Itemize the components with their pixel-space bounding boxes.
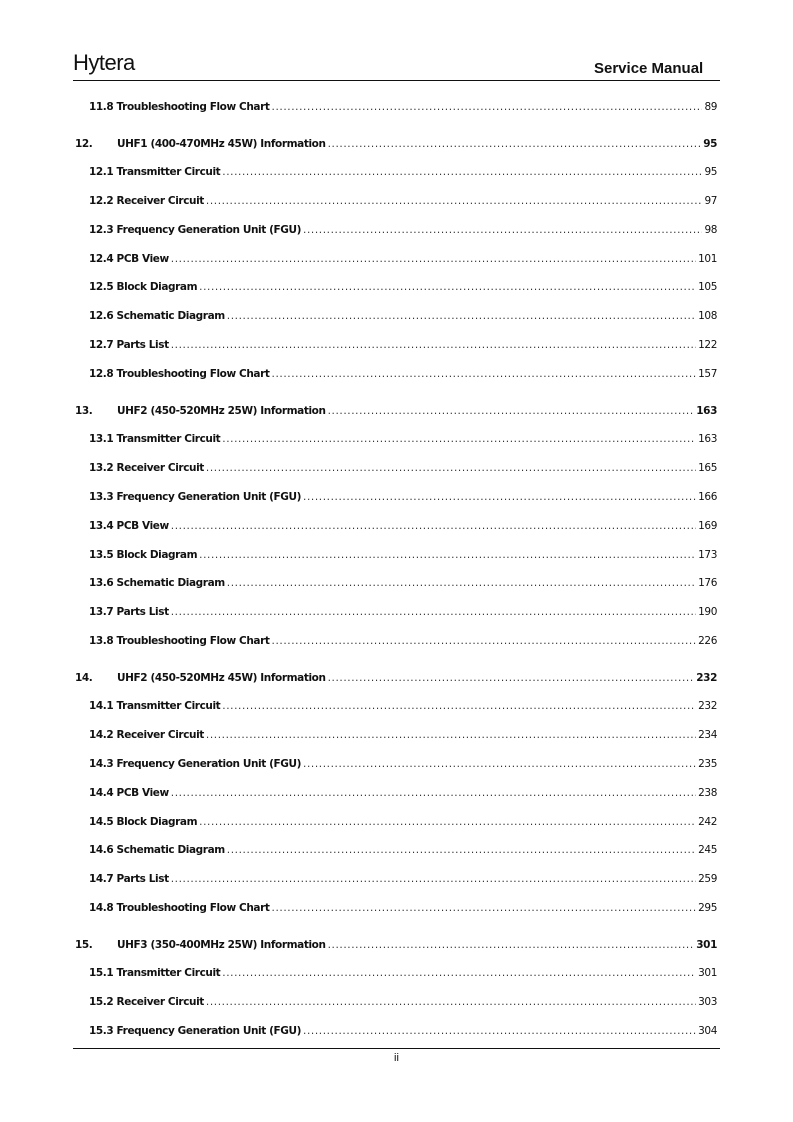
toc-entry-title: UHF2 (450-520MHz 45W) Information xyxy=(117,672,326,684)
toc-chapter-number: 12. xyxy=(75,138,93,150)
toc-section-entry[interactable] xyxy=(75,844,717,860)
toc-chapter-entry[interactable] xyxy=(75,939,717,955)
toc-section-entry[interactable] xyxy=(75,166,717,182)
document-title: Service Manual xyxy=(594,60,704,77)
page-number: ii xyxy=(394,1052,399,1064)
toc-dot-leader xyxy=(171,873,696,885)
toc-section-entry[interactable] xyxy=(75,996,717,1012)
toc-entry-title: 13.8 Troubleshooting Flow Chart xyxy=(89,635,270,647)
toc-dot-leader xyxy=(199,549,696,561)
toc-section-entry[interactable] xyxy=(75,433,717,449)
toc-entry-title: 12.3 Frequency Generation Unit (FGU) xyxy=(89,224,302,236)
toc-entry-title: 12.1 Transmitter Circuit xyxy=(89,166,221,178)
toc-section-entry[interactable] xyxy=(75,195,717,211)
toc-entry-title: 13.1 Transmitter Circuit xyxy=(89,433,221,445)
toc-entry-title: 13.5 Block Diagram xyxy=(89,549,198,561)
toc-chapter-number: 13. xyxy=(75,405,93,417)
toc-page-number: 95 xyxy=(704,166,717,178)
toc-entry-title: 15.2 Receiver Circuit xyxy=(89,996,204,1008)
toc-page-number: 105 xyxy=(698,281,717,293)
toc-dot-leader xyxy=(227,310,696,322)
toc-entry-title: 14.2 Receiver Circuit xyxy=(89,729,204,741)
toc-chapter-entry[interactable] xyxy=(75,405,717,421)
toc-dot-leader xyxy=(328,405,695,417)
toc-dot-leader xyxy=(227,577,696,589)
toc-entry-title: 12.2 Receiver Circuit xyxy=(89,195,204,207)
footer-divider xyxy=(73,1048,720,1049)
toc-page-number: 234 xyxy=(698,729,717,741)
toc-page-number: 238 xyxy=(698,787,717,799)
toc-entry-title: 15.3 Frequency Generation Unit (FGU) xyxy=(89,1025,302,1037)
toc-section-entry[interactable] xyxy=(75,758,717,774)
toc-entry-title: UHF1 (400-470MHz 45W) Information xyxy=(117,138,326,150)
toc-entry-title: 13.7 Parts List xyxy=(89,606,169,618)
toc-dot-leader xyxy=(303,491,696,503)
toc-page-number: 190 xyxy=(698,606,717,618)
toc-page-number: 176 xyxy=(698,577,717,589)
toc-entry-title: 13.6 Schematic Diagram xyxy=(89,577,225,589)
toc-page-number: 166 xyxy=(698,491,717,503)
toc-dot-leader xyxy=(303,224,702,236)
toc-page-number: 173 xyxy=(698,549,717,561)
toc-dot-leader xyxy=(272,902,697,914)
toc-entry-title: 12.4 PCB View xyxy=(89,253,169,265)
toc-entry-title: UHF3 (350-400MHz 25W) Information xyxy=(117,939,326,951)
toc-dot-leader xyxy=(171,253,696,265)
toc-dot-leader xyxy=(222,433,696,445)
toc-dot-leader xyxy=(222,700,696,712)
brand-logo: Hytera xyxy=(73,50,135,75)
toc-dot-leader xyxy=(171,606,696,618)
toc-section-entry[interactable] xyxy=(75,368,717,384)
toc-chapter-number: 14. xyxy=(75,672,93,684)
toc-dot-leader xyxy=(272,368,697,380)
toc-section-entry[interactable] xyxy=(75,967,717,983)
toc-section-entry[interactable] xyxy=(75,873,717,889)
toc-section-entry[interactable] xyxy=(75,339,717,355)
toc-dot-leader xyxy=(328,138,702,150)
toc-entry-title: 14.3 Frequency Generation Unit (FGU) xyxy=(89,758,302,770)
toc-dot-leader xyxy=(206,462,696,474)
toc-entry-title: 12.8 Troubleshooting Flow Chart xyxy=(89,368,270,380)
toc-entry-title: 14.4 PCB View xyxy=(89,787,169,799)
toc-page-number: 95 xyxy=(703,138,717,150)
toc-dot-leader xyxy=(272,635,697,647)
toc-page-number: 301 xyxy=(696,939,717,951)
toc-section-entry[interactable] xyxy=(75,462,717,478)
toc-entry-title: 11.8 Troubleshooting Flow Chart xyxy=(89,101,270,113)
toc-entry-title: 14.6 Schematic Diagram xyxy=(89,844,225,856)
toc-entry-title: 13.4 PCB View xyxy=(89,520,169,532)
toc-section-entry[interactable] xyxy=(75,577,717,593)
toc-dot-leader xyxy=(222,166,702,178)
toc-dot-leader xyxy=(199,281,696,293)
toc-page-number: 242 xyxy=(698,816,717,828)
toc-entry-title: 13.3 Frequency Generation Unit (FGU) xyxy=(89,491,302,503)
toc-dot-leader xyxy=(222,967,696,979)
toc-page-number: 122 xyxy=(698,339,717,351)
toc-page-number: 303 xyxy=(698,996,717,1008)
toc-dot-leader xyxy=(328,939,695,951)
toc-section-entry[interactable] xyxy=(75,549,717,565)
toc-dot-leader xyxy=(303,758,696,770)
toc-page-number: 226 xyxy=(698,635,717,647)
toc-entry-title: 12.5 Block Diagram xyxy=(89,281,198,293)
toc-entry-title: 12.7 Parts List xyxy=(89,339,169,351)
toc-entry-title: 14.7 Parts List xyxy=(89,873,169,885)
toc-section-entry[interactable] xyxy=(75,902,717,918)
toc-section-entry[interactable] xyxy=(75,224,717,240)
toc-page-number: 163 xyxy=(698,433,717,445)
toc-section-entry[interactable] xyxy=(75,520,717,536)
toc-dot-leader xyxy=(206,195,703,207)
toc-page-number: 89 xyxy=(704,101,717,113)
toc-dot-leader xyxy=(206,996,696,1008)
toc-page-number: 245 xyxy=(698,844,717,856)
toc-section-entry[interactable] xyxy=(75,253,717,269)
toc-dot-leader xyxy=(303,1025,696,1037)
toc-section-entry[interactable] xyxy=(75,729,717,745)
toc-dot-leader xyxy=(227,844,696,856)
toc-page-number: 304 xyxy=(698,1025,717,1037)
toc-page-number: 235 xyxy=(698,758,717,770)
toc-dot-leader xyxy=(199,816,696,828)
toc-chapter-entry[interactable] xyxy=(75,672,717,688)
toc-page-number: 169 xyxy=(698,520,717,532)
header-divider xyxy=(73,80,720,81)
toc-section-entry[interactable] xyxy=(75,491,717,507)
toc-page-number: 163 xyxy=(696,405,717,417)
toc-entry-title: 12.6 Schematic Diagram xyxy=(89,310,225,322)
toc-dot-leader xyxy=(171,787,696,799)
toc-page-number: 108 xyxy=(698,310,717,322)
toc-section-entry[interactable] xyxy=(75,787,717,803)
toc-dot-leader xyxy=(272,101,703,113)
toc-page-number: 101 xyxy=(698,253,717,265)
toc-page-number: 259 xyxy=(698,873,717,885)
toc-entry-title: UHF2 (450-520MHz 25W) Information xyxy=(117,405,326,417)
toc-page-number: 301 xyxy=(698,967,717,979)
toc-page-number: 232 xyxy=(696,672,717,684)
toc-entry-title: 15.1 Transmitter Circuit xyxy=(89,967,221,979)
toc-dot-leader xyxy=(328,672,695,684)
toc-entry-title: 14.5 Block Diagram xyxy=(89,816,198,828)
toc-section-entry[interactable] xyxy=(75,1025,717,1041)
toc-dot-leader xyxy=(171,339,696,351)
toc-entry-title: 14.8 Troubleshooting Flow Chart xyxy=(89,902,270,914)
toc-section-entry[interactable] xyxy=(75,700,717,716)
toc-dot-leader xyxy=(171,520,696,532)
toc-section-entry[interactable] xyxy=(75,101,717,117)
toc-section-entry[interactable] xyxy=(75,606,717,622)
toc-page-number: 98 xyxy=(704,224,717,236)
toc-section-entry[interactable] xyxy=(75,310,717,326)
toc-page-number: 232 xyxy=(698,700,717,712)
toc-page-number: 165 xyxy=(698,462,717,474)
toc-entry-title: 13.2 Receiver Circuit xyxy=(89,462,204,474)
toc-section-entry[interactable] xyxy=(75,816,717,832)
toc-chapter-entry[interactable] xyxy=(75,138,717,154)
toc-page-number: 295 xyxy=(698,902,717,914)
toc-chapter-number: 15. xyxy=(75,939,93,951)
toc-page-number: 157 xyxy=(698,368,717,380)
toc-section-entry[interactable] xyxy=(75,635,717,651)
toc-page-number: 97 xyxy=(704,195,717,207)
toc-entry-title: 14.1 Transmitter Circuit xyxy=(89,700,221,712)
toc-section-entry[interactable] xyxy=(75,281,717,297)
toc-dot-leader xyxy=(206,729,696,741)
